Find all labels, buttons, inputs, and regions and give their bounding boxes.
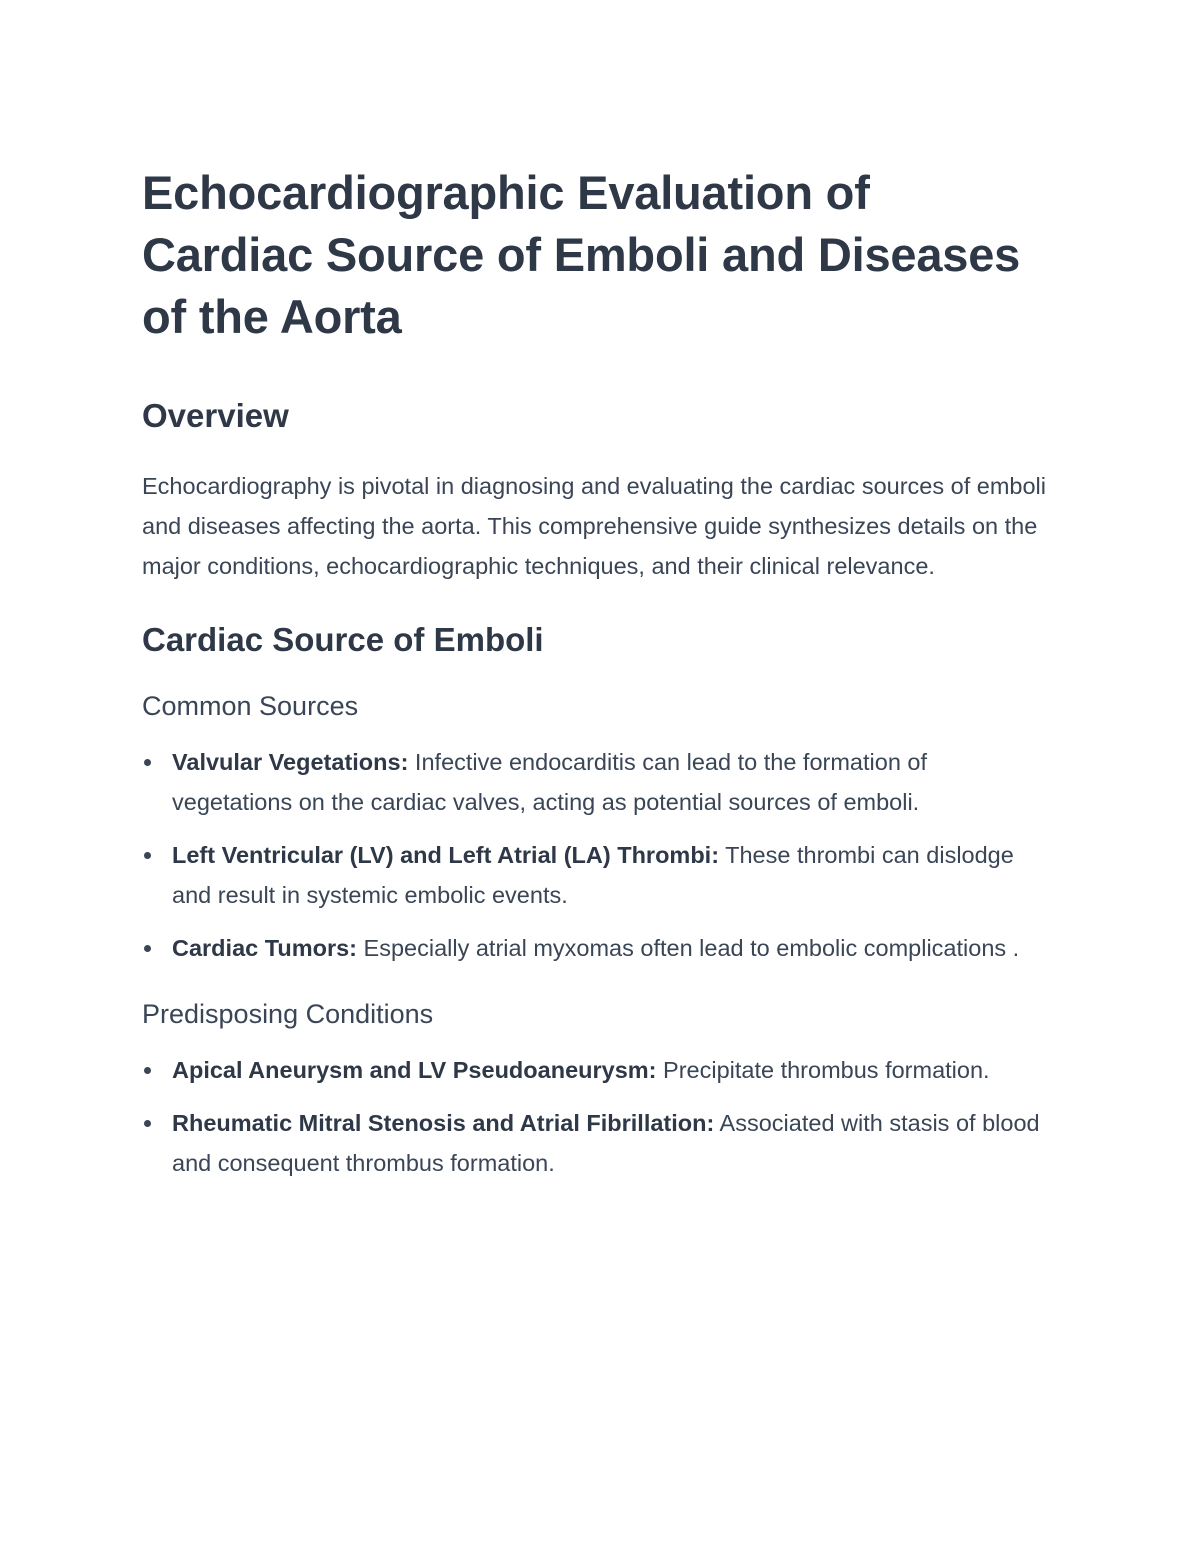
predisposing-conditions-heading: Predisposing Conditions: [142, 999, 434, 1029]
document-page: [142, 162, 1052, 1196]
bullet-icon: [144, 1120, 151, 1127]
list-item: [142, 928, 1052, 968]
overview-heading: Overview: [142, 397, 289, 434]
list-item-term: Rheumatic Mitral Stenosis and Atrial Fibrillation:: [172, 1110, 715, 1136]
bullet-icon: [144, 945, 151, 952]
list-item: [142, 1103, 1052, 1183]
list-item-text: Especially atrial myxomas often lead to embolic complications .: [357, 935, 1020, 961]
page-title: Echocardiographic Evaluation of Cardiac Source of Emboli and Diseases of the Aorta: [142, 166, 1021, 343]
list-item-term: Apical Aneurysm and LV Pseudoaneurysm:: [172, 1057, 657, 1083]
list-item-text: Precipitate thrombus formation.: [656, 1057, 990, 1083]
bullet-icon: [144, 1067, 151, 1074]
bullet-icon: [144, 759, 151, 766]
list-item-term: Left Ventricular (LV) and Left Atrial (LA) Thrombi:: [172, 842, 720, 868]
list-item-text: These thrombi can dislodge and result in systemic embolic events.: [172, 842, 1014, 908]
bullet-icon: [144, 852, 151, 859]
common-sources-list: [142, 742, 1052, 968]
predisposing-conditions-list: [142, 1050, 1052, 1183]
list-item-term: Cardiac Tumors:: [172, 935, 357, 961]
list-item: [142, 835, 1052, 915]
common-sources-heading: Common Sources: [142, 691, 359, 721]
cardiac-source-heading: Cardiac Source of Emboli: [142, 621, 544, 658]
list-item-term: Valvular Vegetations:: [172, 749, 409, 775]
list-item: [142, 1050, 1052, 1090]
list-item: [142, 742, 1052, 822]
list-item-text: Associated with stasis of blood and consequent thrombus formation.: [172, 1110, 1040, 1176]
overview-paragraph: Echocardiography is pivotal in diagnosing and evaluating the cardiac sources of emboli and diseases affecting the aorta. This comprehensive guide synthesizes details on the major conditions, echocardiographic techniques, and their clinical relevance.: [142, 473, 1046, 579]
list-item-text: Infective endocarditis can lead to the formation of vegetations on the cardiac valves, acting as potential sources of emboli.: [172, 749, 928, 815]
